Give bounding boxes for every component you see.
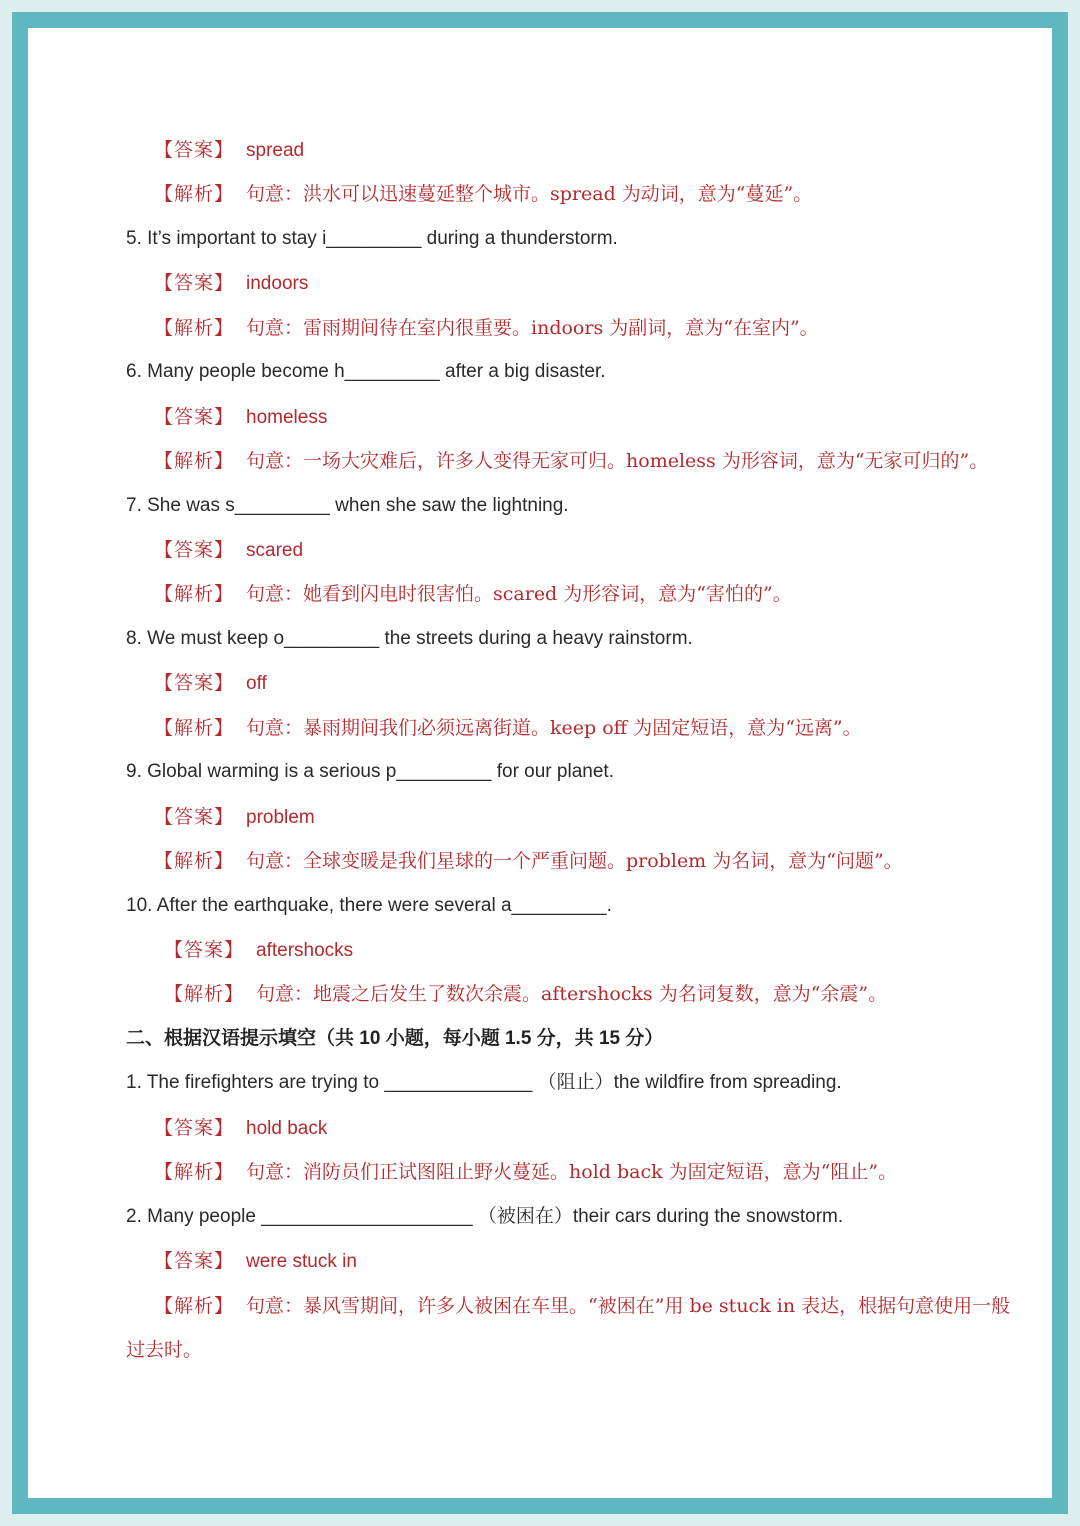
answer-line [28, 1239, 1052, 1283]
analysis-line [28, 306, 1052, 350]
analysis-text: 句意：地震之后发生了数次余震。aftershocks 为名词复数，意为“余震”。 [256, 983, 888, 1005]
analysis-line [28, 839, 1052, 883]
analysis-text: 句意：她看到闪电时很害怕。scared 为形容词，意为“害怕的”。 [246, 583, 792, 605]
answer-tag: 【答案】 [154, 406, 235, 428]
analysis-text: 句意：一场大灾难后，许多人变得无家可归。homeless 为形容词，意为“无家可归的”。 [246, 450, 989, 472]
answer-tag: 【答案】 [154, 806, 235, 828]
answer-tag: 【答案】 [154, 1250, 235, 1272]
answer-line [28, 395, 1052, 439]
answer-text: indoors [246, 273, 309, 294]
answer-line [28, 1106, 1052, 1150]
answer-line [28, 261, 1052, 305]
answer-tag: 【答案】 [164, 939, 245, 961]
question-line: 1. The firefighters are trying to ______________ （阻止）the wildfire from spreading. [126, 1072, 842, 1093]
analysis-tag: 【解析】 [154, 183, 235, 205]
analysis-text: 句意：暴雨期间我们必须远离街道。keep off 为固定短语，意为“远离”。 [246, 717, 862, 739]
answer-line [28, 128, 1052, 172]
analysis-line [28, 1150, 1052, 1194]
answer-line [28, 528, 1052, 572]
analysis-tag: 【解析】 [154, 450, 235, 472]
answer-text: spread [246, 140, 305, 161]
analysis-text: 句意：洪水可以迅速蔓延整个城市。spread 为动词，意为“蔓延”。 [246, 183, 813, 205]
question-line: 7. She was s_________ when she saw the lightning. [126, 495, 569, 516]
question-line: 9. Global warming is a serious p_________ for our planet. [126, 761, 614, 782]
analysis-line [28, 706, 1052, 750]
question-line: 10. After the earthquake, there were several a_________. [126, 895, 612, 916]
analysis-line [28, 972, 1052, 1016]
analysis-line [28, 572, 1052, 616]
question-line: 8. We must keep o_________ the streets during a heavy rainstorm. [126, 628, 693, 649]
answer-tag: 【答案】 [154, 1117, 235, 1139]
analysis-tag: 【解析】 [154, 317, 235, 339]
answer-tag: 【答案】 [154, 672, 235, 694]
answer-text: were stuck in [246, 1251, 357, 1272]
answer-text: off [246, 673, 267, 694]
answer-text: hold back [246, 1118, 328, 1139]
answer-tag: 【答案】 [154, 139, 235, 161]
analysis-text: 句意：暴风雪期间，许多人被困在车里。“被困在”用 be stuck in 表达，根据句意使用一般 [246, 1295, 1011, 1317]
analysis-tag: 【解析】 [154, 1161, 235, 1183]
analysis-tag: 【解析】 [154, 1295, 235, 1317]
answer-tag: 【答案】 [154, 539, 235, 561]
answer-tag: 【答案】 [154, 272, 235, 294]
analysis-text: 句意：消防员们正试图阻止野火蔓延。hold back 为固定短语，意为“阻止”。 [246, 1161, 898, 1183]
question-line: 5. It’s important to stay i_________ during a thunderstorm. [126, 228, 618, 249]
answer-line [28, 795, 1052, 839]
analysis-line [28, 1284, 1052, 1328]
question-line: 6. Many people become h_________ after a big disaster. [126, 361, 606, 382]
analysis-text: 句意：全球变暖是我们星球的一个严重问题。problem 为名词，意为“问题”。 [246, 850, 903, 872]
document-page [28, 28, 1052, 1498]
analysis-tag: 【解析】 [154, 850, 235, 872]
analysis-tag: 【解析】 [154, 583, 235, 605]
analysis-line [28, 172, 1052, 216]
analysis-text: 句意：雷雨期间待在室内很重要。indoors 为副词，意为“在室内”。 [246, 317, 819, 339]
question-line: 2. Many people ____________________ （被困在）their cars during the snowstorm. [126, 1206, 844, 1227]
section-heading: 二、根据汉语提示填空（共 10 小题，每小题 1.5 分，共 15 分） [126, 1028, 664, 1049]
analysis-continuation: 过去时。 [126, 1339, 203, 1361]
answer-text: scared [246, 540, 304, 561]
answer-text: homeless [246, 407, 328, 428]
answer-text: aftershocks [256, 940, 354, 961]
answer-line [28, 661, 1052, 705]
analysis-tag: 【解析】 [164, 983, 245, 1005]
answer-text: problem [246, 807, 315, 828]
answer-line [28, 928, 1052, 972]
analysis-line [28, 439, 1052, 483]
analysis-tag: 【解析】 [154, 717, 235, 739]
